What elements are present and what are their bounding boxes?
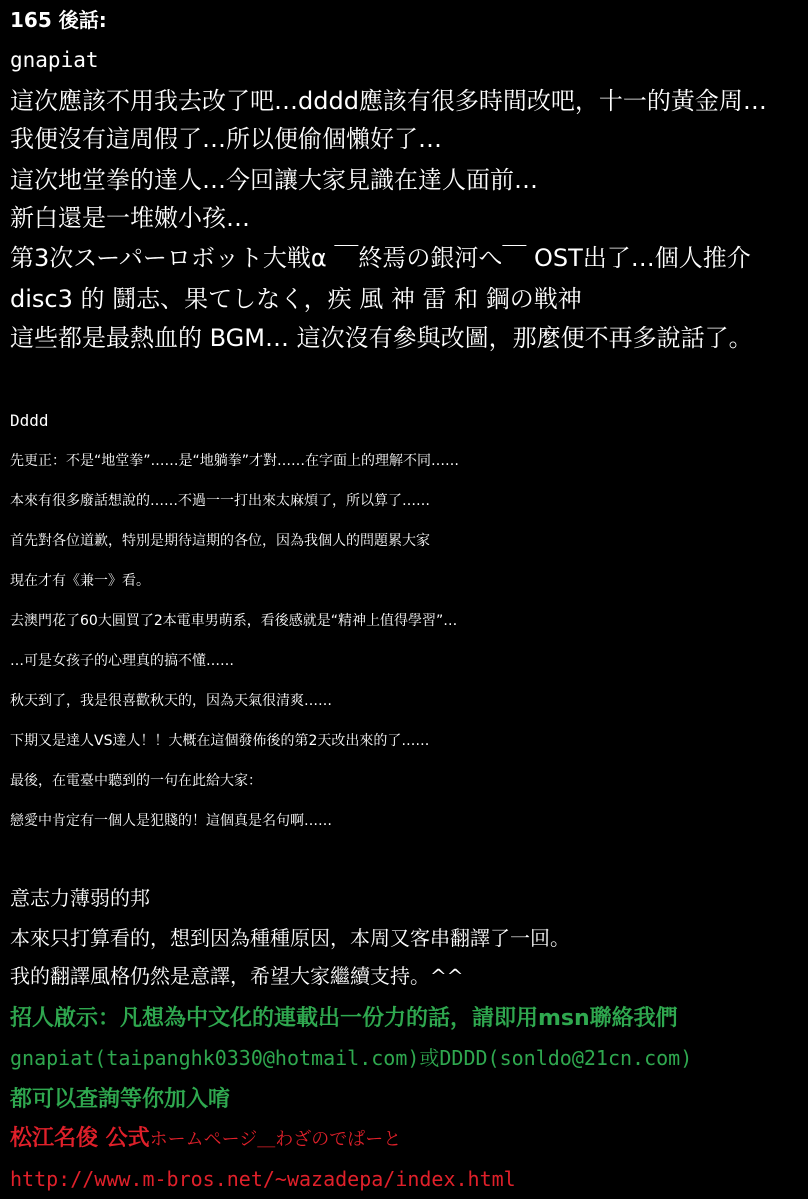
official-site-title <box>10 1128 401 1150</box>
paragraph-line: 首先對各位道歉，特別是期待這期的各位，因為我個人的問題累大家 <box>10 533 430 549</box>
paragraph-line: 第3次スーパーロボット大戦α ￣終焉の銀河へ￣ OST出了…個人推介 <box>10 244 751 272</box>
site-title-rest: ホームページ＿わざのでぱーと <box>149 1129 402 1150</box>
recruit-invite-line: 都可以查詢等你加入唷 <box>10 1087 231 1112</box>
paragraph-line: 最後，在電臺中聽到的一句在此給大家： <box>10 773 262 789</box>
paragraph-line: 我便沒有這周假了…所以便偷個懶好了… <box>10 125 442 153</box>
paragraph-line: 我的翻譯風格仍然是意譯，希望大家繼續支持。^^ <box>10 964 464 988</box>
paragraph-line: 本來有很多廢話想說的……不過一一打出來太麻煩了，所以算了…… <box>10 493 430 509</box>
paragraph-line: 下期又是達人VS達人！！大概在這個發佈後的第2天改出來的了…… <box>10 733 430 749</box>
recruit-notice-line: 招人啟示：凡想為中文化的連載出一份力的話，請即用msn聯絡我們 <box>10 1006 678 1031</box>
paragraph-line: 這次地堂拳的達人…今回讓大家見識在達人面前… <box>10 166 538 194</box>
paragraph-line: 先更正：不是“地堂拳”……是“地躺拳”才對……在字面上的理解不同…… <box>10 453 460 469</box>
author-name-translator: 意志力薄弱的邦 <box>10 886 150 910</box>
paragraph-line: 秋天到了，我是很喜歡秋天的，因為天氣很清爽…… <box>10 693 332 709</box>
section-header: 165 後話: <box>10 8 107 32</box>
author-name-gnapiat: gnapiat <box>10 48 99 72</box>
paragraph-line: 戀愛中肯定有一個人是犯賤的！這個真是名句啊…… <box>10 813 332 829</box>
paragraph-line: 這次應該不用我去改了吧…dddd應該有很多時間改吧，十一的黃金周… <box>10 87 767 115</box>
official-site-url-link[interactable]: http://www.m-bros.net/~wazadepa/index.html <box>10 1167 516 1191</box>
contact-line: gnapiat(taipanghk0330@hotmail.com)或DDDD(sonldo@21cn.com) <box>10 1046 693 1070</box>
paragraph-line: disc3 的 鬪志、果てしなく，疾 風 神 雷 和 鋼の戦神 <box>10 285 582 313</box>
paragraph-line: 現在才有《兼一》看。 <box>10 573 150 589</box>
author-name-dddd: Dddd <box>10 411 49 430</box>
paragraph-line: …可是女孩子的心理真的搞不懂…… <box>10 653 234 669</box>
paragraph-line: 這些都是最熱血的 BGM… 這次沒有參與改圖，那麼便不再多說話了。 <box>10 324 753 352</box>
paragraph-line: 新白還是一堆嫩小孩… <box>10 204 250 232</box>
site-title-bold: 松江名俊 公式 <box>10 1126 150 1151</box>
paragraph-line: 本來只打算看的，想到因為種種原因，本周又客串翻譯了一回。 <box>10 926 570 950</box>
paragraph-line: 去澳門花了60大圓買了2本電車男萌系，看後感就是“精神上值得學習”… <box>10 613 458 629</box>
